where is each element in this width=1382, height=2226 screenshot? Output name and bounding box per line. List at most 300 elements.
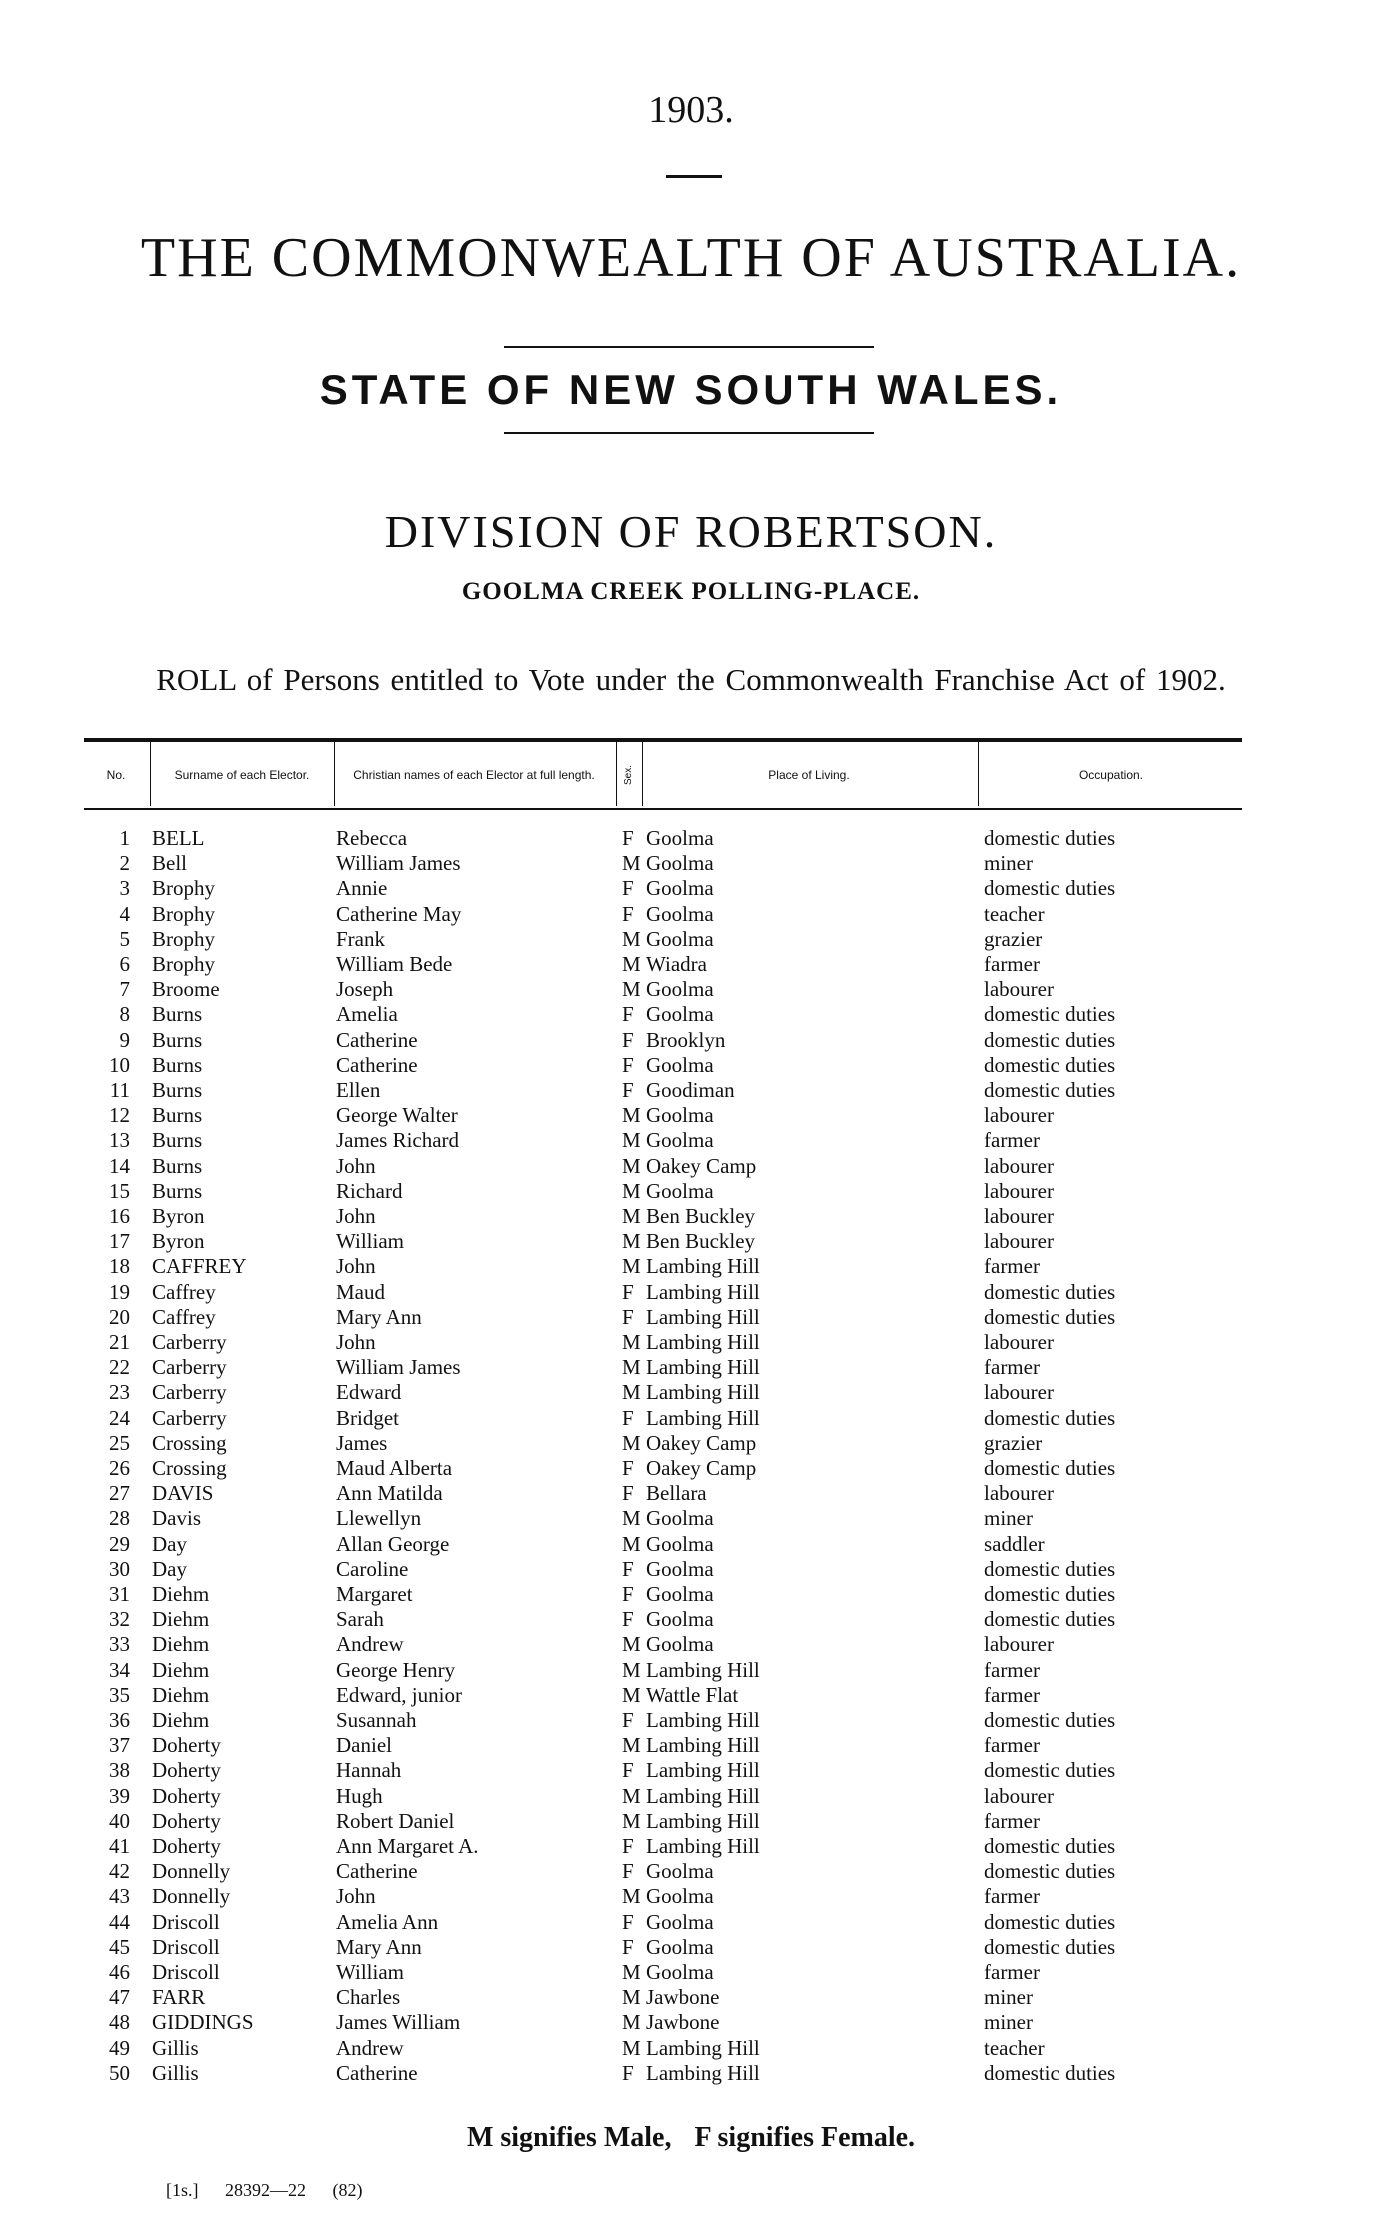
- year-heading: 1903.: [648, 89, 734, 131]
- occupation-cell: labourer: [984, 1204, 1054, 1228]
- sex-cell: M: [622, 1103, 641, 1128]
- table-row: [84, 2010, 1242, 2035]
- christian-names-cell: Llewellyn: [336, 1506, 422, 1531]
- occupation-cell: farmer: [984, 1254, 1040, 1279]
- table-row: [84, 1960, 1242, 1985]
- place-cell: Ben Buckley: [646, 1229, 756, 1254]
- christian-names-cell: Allan George: [336, 1531, 450, 1556]
- place-cell: Jawbone: [646, 1985, 720, 2010]
- place-cell: Lambing Hill: [646, 1708, 760, 1732]
- table-row: [84, 876, 1242, 901]
- place-cell: Goolma: [646, 1632, 714, 1657]
- surname-cell: Diehm: [152, 1708, 210, 1732]
- table-row: [84, 1154, 1242, 1179]
- sex-cell: M: [622, 1430, 641, 1455]
- occupation-cell: labourer: [984, 1178, 1054, 1203]
- surname-cell: Burns: [152, 1027, 203, 1052]
- sex-cell: M: [622, 1178, 641, 1203]
- sex-cell: M: [622, 1355, 641, 1380]
- table-row: [84, 1002, 1242, 1027]
- row-number: 39: [109, 1783, 130, 1808]
- surname-cell: Doherty: [152, 1733, 221, 1758]
- row-number: 8: [119, 1002, 130, 1027]
- row-number: 41: [109, 1834, 130, 1858]
- row-number: 13: [109, 1128, 130, 1153]
- table-row: [84, 1330, 1242, 1355]
- column-separator: [150, 742, 151, 806]
- surname-cell: Burns: [152, 1052, 203, 1077]
- surname-cell: Day: [152, 1531, 187, 1556]
- place-cell: Goolma: [646, 1506, 714, 1531]
- table-row: [84, 1305, 1242, 1330]
- christian-names-cell: Joseph: [336, 977, 394, 1002]
- table-row: [84, 1028, 1242, 1053]
- christian-names-cell: Catherine May: [336, 901, 462, 926]
- table-row: [84, 902, 1242, 927]
- sex-cell: M: [622, 1808, 641, 1833]
- place-cell: Lambing Hill: [646, 1657, 760, 1682]
- occupation-cell: domestic duties: [984, 1304, 1116, 1329]
- column-separator: [334, 742, 335, 806]
- place-cell: Oakey Camp: [646, 1430, 757, 1455]
- surname-cell: FARR: [152, 1985, 206, 2010]
- row-number: 32: [109, 1607, 130, 1632]
- surname-cell: Burns: [152, 1178, 203, 1203]
- surname-cell: Diehm: [152, 1632, 210, 1657]
- row-number: 31: [109, 1582, 130, 1606]
- occupation-cell: miner: [984, 1506, 1033, 1531]
- christian-names-cell: William: [336, 1229, 404, 1254]
- christian-names-cell: Edward, junior: [336, 1682, 462, 1707]
- surname-cell: GIDDINGS: [152, 2010, 254, 2035]
- sex-cell: M: [622, 2010, 641, 2035]
- row-number: 12: [109, 1103, 130, 1128]
- christian-names-cell: Mary Ann: [336, 1934, 422, 1959]
- sex-cell: F: [622, 1556, 634, 1581]
- sex-cell: M: [622, 1254, 641, 1279]
- table-row: [84, 1053, 1242, 1078]
- row-number: 35: [109, 1682, 130, 1707]
- sex-cell: M: [622, 1632, 641, 1657]
- christian-names-cell: Charles: [336, 1985, 401, 2010]
- table-row: [84, 1406, 1242, 1431]
- table-row: [84, 1607, 1242, 1632]
- sex-cell: F: [622, 1002, 634, 1027]
- table-row: [84, 1809, 1242, 1834]
- christian-names-cell: John: [336, 1254, 376, 1279]
- occupation-cell: labourer: [984, 1481, 1054, 1506]
- place-cell: Goolma: [646, 1582, 714, 1606]
- sex-cell: M: [622, 926, 641, 951]
- sex-cell: F: [622, 1304, 634, 1329]
- place-cell: Goolma: [646, 1002, 714, 1027]
- occupation-cell: grazier: [984, 1430, 1043, 1455]
- sex-cell: M: [622, 977, 641, 1002]
- sex-cell: F: [622, 2060, 634, 2085]
- sex-cell: F: [622, 1934, 634, 1959]
- place-cell: Goolma: [646, 1960, 714, 1984]
- place-cell: Lambing Hill: [646, 1380, 760, 1405]
- row-number: 27: [109, 1481, 130, 1506]
- christian-names-cell: William: [336, 1960, 404, 1984]
- christian-names-cell: Maud: [336, 1279, 385, 1304]
- table-row: [84, 1582, 1242, 1607]
- occupation-cell: labourer: [984, 1103, 1054, 1128]
- surname-cell: Diehm: [152, 1682, 210, 1707]
- surname-cell: Carberry: [152, 1355, 227, 1380]
- surname-cell: Byron: [152, 1204, 205, 1228]
- commonwealth-title: THE COMMONWEALTH OF AUSTRALIA.: [140, 227, 1242, 289]
- sex-cell: F: [622, 1708, 634, 1732]
- row-number: 10: [109, 1052, 130, 1077]
- table-row: [84, 1456, 1242, 1481]
- surname-cell: Carberry: [152, 1330, 227, 1354]
- sex-cell: M: [622, 1506, 641, 1531]
- table-row: [84, 1557, 1242, 1582]
- place-cell: Lambing Hill: [646, 1355, 760, 1380]
- occupation-cell: domestic duties: [984, 1027, 1116, 1052]
- sex-cell: M: [622, 1884, 641, 1909]
- occupation-cell: domestic duties: [984, 1758, 1116, 1783]
- surname-cell: Burns: [152, 1153, 203, 1178]
- occupation-cell: domestic duties: [984, 1582, 1116, 1606]
- place-cell: Goolma: [646, 1178, 714, 1203]
- table-row: [84, 1128, 1242, 1153]
- surname-cell: Gillis: [152, 2035, 199, 2060]
- state-heading: STATE OF NEW SOUTH WALES.: [319, 366, 1063, 413]
- table-row: [84, 1935, 1242, 1960]
- place-cell: Lambing Hill: [646, 1279, 760, 1304]
- christian-names-cell: James: [336, 1430, 388, 1455]
- table-row: [84, 952, 1242, 977]
- surname-cell: Burns: [152, 1103, 203, 1128]
- christian-names-cell: Annie: [336, 876, 388, 901]
- occupation-cell: labourer: [984, 1229, 1054, 1254]
- christian-names-cell: William Bede: [336, 952, 453, 976]
- column-header-occupation: Occupation.: [1078, 768, 1144, 782]
- row-number: 4: [119, 901, 130, 926]
- sex-cell: M: [622, 1153, 641, 1178]
- surname-cell: Doherty: [152, 1808, 221, 1833]
- sex-cell: M: [622, 1682, 641, 1707]
- table-row: [84, 1103, 1242, 1128]
- sex-cell: F: [622, 826, 634, 850]
- row-number: 14: [109, 1153, 130, 1178]
- place-cell: Goolma: [646, 876, 714, 901]
- place-cell: Goolma: [646, 1884, 714, 1909]
- sex-cell: M: [622, 2035, 641, 2060]
- row-number: 45: [109, 1934, 130, 1959]
- surname-cell: Brophy: [152, 901, 215, 926]
- christian-names-cell: Frank: [336, 926, 385, 951]
- row-number: 24: [109, 1405, 130, 1430]
- column-header-no: No.: [106, 768, 126, 782]
- year-divider: [666, 175, 722, 178]
- occupation-cell: labourer: [984, 1783, 1054, 1808]
- row-number: 2: [119, 851, 130, 876]
- place-cell: Lambing Hill: [646, 2035, 760, 2060]
- occupation-cell: domestic duties: [984, 1909, 1116, 1934]
- place-cell: Lambing Hill: [646, 1758, 760, 1783]
- row-number: 11: [109, 1078, 130, 1102]
- surname-cell: Donnelly: [152, 1859, 231, 1884]
- sex-cell: F: [622, 1758, 634, 1783]
- row-number: 49: [109, 2035, 130, 2060]
- row-number: 43: [109, 1884, 130, 1909]
- christian-names-cell: Margaret: [336, 1582, 413, 1606]
- column-header-surname: Surname of each Elector.: [174, 768, 310, 782]
- title-divider: [504, 346, 874, 348]
- place-cell: Bellara: [646, 1481, 707, 1506]
- surname-cell: Caffrey: [152, 1304, 216, 1329]
- sex-cell: M: [622, 1330, 641, 1354]
- sex-cell: M: [622, 1128, 641, 1153]
- surname-cell: CAFFREY: [152, 1254, 247, 1279]
- place-cell: Lambing Hill: [646, 1304, 760, 1329]
- sex-cell: M: [622, 1985, 641, 2010]
- place-cell: Lambing Hill: [646, 1808, 760, 1833]
- christian-names-cell: Andrew: [336, 1632, 404, 1657]
- table-row: [84, 1632, 1242, 1657]
- christian-names-cell: Edward: [336, 1380, 402, 1405]
- christian-names-cell: Hugh: [336, 1783, 383, 1808]
- surname-cell: Carberry: [152, 1380, 227, 1405]
- surname-cell: Diehm: [152, 1582, 210, 1606]
- table-row: [84, 1204, 1242, 1229]
- sex-cell: F: [622, 1859, 634, 1884]
- occupation-cell: domestic duties: [984, 826, 1116, 850]
- legend-male: M signifies Male,: [466, 2122, 672, 2153]
- sex-cell: F: [622, 876, 634, 901]
- sex-cell: M: [622, 1960, 641, 1984]
- occupation-cell: farmer: [984, 1355, 1040, 1380]
- occupation-cell: domestic duties: [984, 876, 1116, 901]
- polling-place-heading: GOOLMA CREEK POLLING-PLACE.: [461, 578, 921, 605]
- occupation-cell: teacher: [984, 901, 1045, 926]
- sex-cell: F: [622, 1607, 634, 1632]
- sex-cell: M: [622, 1229, 641, 1254]
- table-row: [84, 1683, 1242, 1708]
- place-cell: Oakey Camp: [646, 1153, 757, 1178]
- christian-names-cell: Daniel: [336, 1733, 392, 1758]
- place-cell: Goolma: [646, 977, 714, 1002]
- roll-title: ROLL of Persons entitled to Vote under the Commonwealth Franchise Act of 1902.: [156, 662, 1226, 697]
- table-row: [84, 1985, 1242, 2010]
- surname-cell: Diehm: [152, 1657, 210, 1682]
- surname-cell: Driscoll: [152, 1909, 220, 1934]
- row-number: 15: [109, 1178, 130, 1203]
- footer-sheet: (82): [332, 2180, 363, 2200]
- christian-names-cell: Mary Ann: [336, 1304, 422, 1329]
- table-row: [84, 927, 1242, 952]
- christian-names-cell: Maud Alberta: [336, 1456, 453, 1480]
- surname-cell: Brophy: [152, 952, 215, 976]
- occupation-cell: domestic duties: [984, 1456, 1116, 1480]
- printer-footer: [166, 2180, 385, 2201]
- legend-female: F signifies Female.: [694, 2122, 916, 2153]
- christian-names-cell: Caroline: [336, 1556, 409, 1581]
- place-cell: Goolma: [646, 901, 714, 926]
- place-cell: Lambing Hill: [646, 2060, 760, 2085]
- christian-names-cell: Hannah: [336, 1758, 402, 1783]
- sex-cell: F: [622, 1027, 634, 1052]
- sex-cell: M: [622, 1783, 641, 1808]
- surname-cell: Crossing: [152, 1456, 227, 1480]
- column-header-sex: Sex.: [623, 765, 634, 786]
- sex-cell: M: [622, 851, 641, 876]
- occupation-cell: labourer: [984, 1380, 1054, 1405]
- place-cell: Lambing Hill: [646, 1733, 760, 1758]
- sex-cell: F: [622, 1456, 634, 1480]
- surname-cell: Doherty: [152, 1834, 221, 1858]
- christian-names-cell: Sarah: [336, 1607, 384, 1632]
- christian-names-cell: James Richard: [336, 1128, 460, 1153]
- surname-cell: Gillis: [152, 2060, 199, 2085]
- row-number: 22: [109, 1355, 130, 1380]
- table-row: [84, 1784, 1242, 1809]
- row-number: 26: [109, 1456, 130, 1480]
- surname-cell: Donnelly: [152, 1884, 231, 1909]
- occupation-cell: domestic duties: [984, 1934, 1116, 1959]
- occupation-cell: teacher: [984, 2035, 1045, 2060]
- occupation-cell: farmer: [984, 1128, 1040, 1153]
- occupation-cell: farmer: [984, 1960, 1040, 1984]
- christian-names-cell: James William: [336, 2010, 461, 2035]
- row-number: 6: [119, 952, 130, 976]
- row-number: 40: [109, 1808, 130, 1833]
- sex-cell: F: [622, 901, 634, 926]
- christian-names-cell: Rebecca: [336, 826, 408, 850]
- sex-cell: F: [622, 1052, 634, 1077]
- surname-cell: Brophy: [152, 926, 215, 951]
- place-cell: Lambing Hill: [646, 1254, 760, 1279]
- christian-names-cell: Catherine: [336, 1027, 418, 1052]
- occupation-cell: domestic duties: [984, 1607, 1116, 1632]
- occupation-cell: labourer: [984, 1632, 1054, 1657]
- table-row: [84, 2036, 1242, 2061]
- place-cell: Goolma: [646, 1103, 714, 1128]
- place-cell: Wiadra: [646, 952, 707, 976]
- row-number: 7: [119, 977, 130, 1002]
- sex-cell: F: [622, 1834, 634, 1858]
- state-divider: [504, 432, 874, 434]
- christian-names-cell: John: [336, 1884, 376, 1909]
- surname-cell: Bell: [152, 851, 187, 876]
- place-cell: Goolma: [646, 1859, 714, 1884]
- surname-cell: Burns: [152, 1128, 203, 1153]
- christian-names-cell: George Henry: [336, 1657, 456, 1682]
- occupation-cell: domestic duties: [984, 1002, 1116, 1027]
- table-row: [84, 1506, 1242, 1531]
- occupation-cell: domestic duties: [984, 1556, 1116, 1581]
- row-number: 29: [109, 1531, 130, 1556]
- table-row: [84, 1910, 1242, 1935]
- christian-names-cell: William James: [336, 1355, 461, 1380]
- column-header-christian-names: Christian names of each Elector at full length.: [353, 768, 595, 782]
- row-number: 47: [109, 1985, 130, 2010]
- christian-names-cell: Amelia: [336, 1002, 398, 1027]
- table-row: [84, 826, 1242, 851]
- occupation-cell: domestic duties: [984, 1708, 1116, 1732]
- table-row: [84, 1733, 1242, 1758]
- table-top-rule: [84, 738, 1242, 742]
- row-number: 5: [119, 926, 130, 951]
- row-number: 34: [109, 1657, 130, 1682]
- footer-price: [1s.]: [166, 2180, 199, 2200]
- header-bottom-rule: [84, 808, 1242, 810]
- sex-cell: F: [622, 1078, 634, 1102]
- christian-names-cell: Robert Daniel: [336, 1808, 455, 1833]
- column-separator: [616, 742, 617, 806]
- row-number: 23: [109, 1380, 130, 1405]
- column-header-place: Place of Living.: [768, 768, 850, 782]
- surname-cell: Broome: [152, 977, 220, 1002]
- surname-cell: Davis: [152, 1506, 201, 1531]
- table-row: [84, 1355, 1242, 1380]
- row-number: 1: [119, 826, 130, 850]
- row-number: 38: [109, 1758, 130, 1783]
- christian-names-cell: Ann Margaret A.: [336, 1834, 479, 1858]
- occupation-cell: farmer: [984, 1884, 1040, 1909]
- christian-names-cell: Ellen: [336, 1078, 381, 1102]
- table-row: [84, 1884, 1242, 1909]
- occupation-cell: domestic duties: [984, 1279, 1116, 1304]
- occupation-cell: domestic duties: [984, 1834, 1116, 1858]
- surname-cell: Carberry: [152, 1405, 227, 1430]
- place-cell: Goolma: [646, 1556, 714, 1581]
- surname-cell: Doherty: [152, 1783, 221, 1808]
- place-cell: Lambing Hill: [646, 1405, 760, 1430]
- christian-names-cell: John: [336, 1153, 376, 1178]
- table-row: [84, 1532, 1242, 1557]
- sex-cell: F: [622, 1279, 634, 1304]
- occupation-cell: miner: [984, 851, 1033, 876]
- occupation-cell: grazier: [984, 926, 1043, 951]
- occupation-cell: farmer: [984, 1682, 1040, 1707]
- surname-cell: Crossing: [152, 1430, 227, 1455]
- table-row: [84, 1758, 1242, 1783]
- table-row: [84, 1834, 1242, 1859]
- table-row: [84, 977, 1242, 1002]
- place-cell: Goolma: [646, 1531, 714, 1556]
- sex-cell: M: [622, 952, 641, 976]
- occupation-cell: miner: [984, 2010, 1033, 2035]
- surname-cell: Brophy: [152, 876, 215, 901]
- row-number: 16: [109, 1204, 130, 1228]
- place-cell: Brooklyn: [646, 1027, 726, 1052]
- table-row: [84, 1229, 1242, 1254]
- christian-names-cell: George Walter: [336, 1103, 458, 1128]
- sex-cell: M: [622, 1657, 641, 1682]
- surname-cell: Caffrey: [152, 1279, 216, 1304]
- table-row: [84, 1859, 1242, 1884]
- surname-cell: Diehm: [152, 1607, 210, 1632]
- table-row: [84, 1658, 1242, 1683]
- surname-cell: DAVIS: [152, 1481, 214, 1506]
- column-separator: [642, 742, 643, 806]
- column-separator: [978, 742, 979, 806]
- table-row: [84, 1254, 1242, 1279]
- row-number: 17: [109, 1229, 130, 1254]
- christian-names-cell: Catherine: [336, 1859, 418, 1884]
- sex-cell: F: [622, 1582, 634, 1606]
- christian-names-cell: Bridget: [336, 1405, 399, 1430]
- division-heading: DIVISION OF ROBERTSON.: [384, 506, 998, 557]
- christian-names-cell: Amelia Ann: [336, 1909, 439, 1934]
- row-number: 42: [109, 1859, 130, 1884]
- surname-cell: Driscoll: [152, 1934, 220, 1959]
- row-number: 48: [109, 2010, 130, 2035]
